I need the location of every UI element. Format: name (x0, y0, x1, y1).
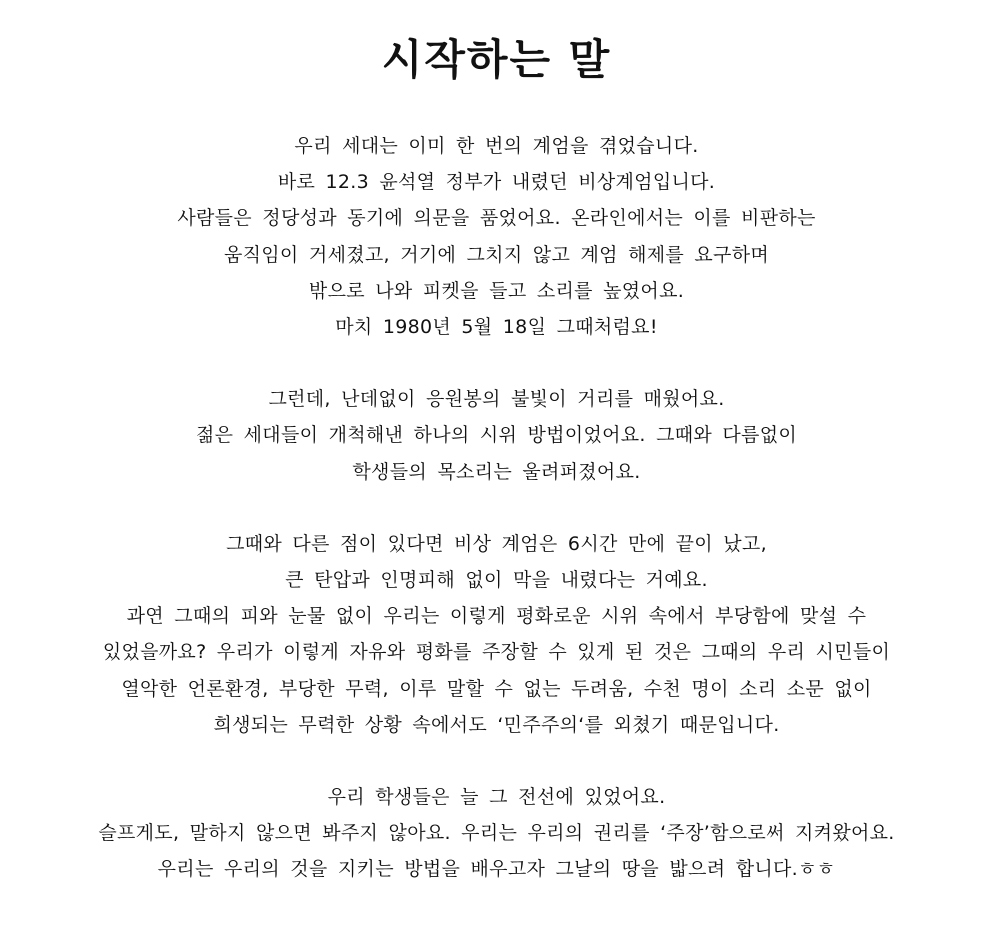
text-line: 바로 12.3 윤석열 정부가 내렸던 비상계엄입니다. (277, 171, 716, 194)
text-line: 슬프게도, 말하지 않으면 봐주지 않아요. 우리는 우리의 권리를 ‘주장’함으로써 지켜왔어요. (98, 822, 895, 845)
page-title: 시작하는 말 (381, 35, 612, 84)
paragraph-4 (0, 779, 993, 888)
text-line: 그때와 다른 점이 있다면 비상 계엄은 6시간 만에 끝이 났고, (226, 532, 767, 555)
text-line: 움직임이 거세졌고, 거기에 그치지 않고 계엄 해제를 요구하며 (223, 243, 770, 266)
text-line: 과연 그때의 피와 눈물 없이 우리는 이렇게 평화로운 시위 속에서 부당함에 맞설 수 (126, 605, 867, 628)
text-line: 큰 탄압과 인명피해 없이 막을 내렸다는 거예요. (285, 569, 708, 592)
text-line: 밖으로 나와 피켓을 들고 소리를 높였어요. (308, 279, 685, 302)
text-line: 우리는 우리의 것을 지키는 방법을 배우고자 그날의 땅을 밟으려 합니다.ㅎㅎ (157, 858, 836, 881)
paragraph-1 (0, 128, 993, 345)
paragraph-2 (0, 381, 993, 490)
text-line: 학생들의 목소리는 울려퍼졌어요. (352, 460, 641, 483)
text-line: 열악한 언론환경, 부당한 무력, 이루 말할 수 없는 두려움, 수천 명이 소리 소문 없이 (121, 677, 872, 700)
document-body (0, 128, 993, 924)
text-line: 우리 세대는 이미 한 번의 계엄을 겪었습니다. (294, 135, 699, 157)
text-line: 그런데, 난데없이 응원봉의 불빛이 거리를 매웠어요. (268, 388, 725, 411)
text-line: 있었을까요? 우리가 이렇게 자유와 평화를 주장할 수 있게 된 것은 그때의 우리 시민들이 (102, 641, 891, 664)
text-line: 우리 학생들은 늘 그 전선에 있었어요. (327, 786, 666, 809)
text-line: 희생되는 무력한 상황 속에서도 ‘민주주의‘를 외쳤기 때문입니다. (213, 713, 780, 736)
text-line: 마치 1980년 5월 18일 그때처럼요! (335, 316, 658, 339)
text-line: 젊은 세대들이 개척해낸 하나의 시위 방법이었어요. 그때와 다름없이 (195, 424, 798, 447)
text-line: 사람들은 정당성과 동기에 의문을 품었어요. 온라인에서는 이를 비판하는 (177, 207, 816, 230)
paragraph-3 (0, 526, 993, 743)
